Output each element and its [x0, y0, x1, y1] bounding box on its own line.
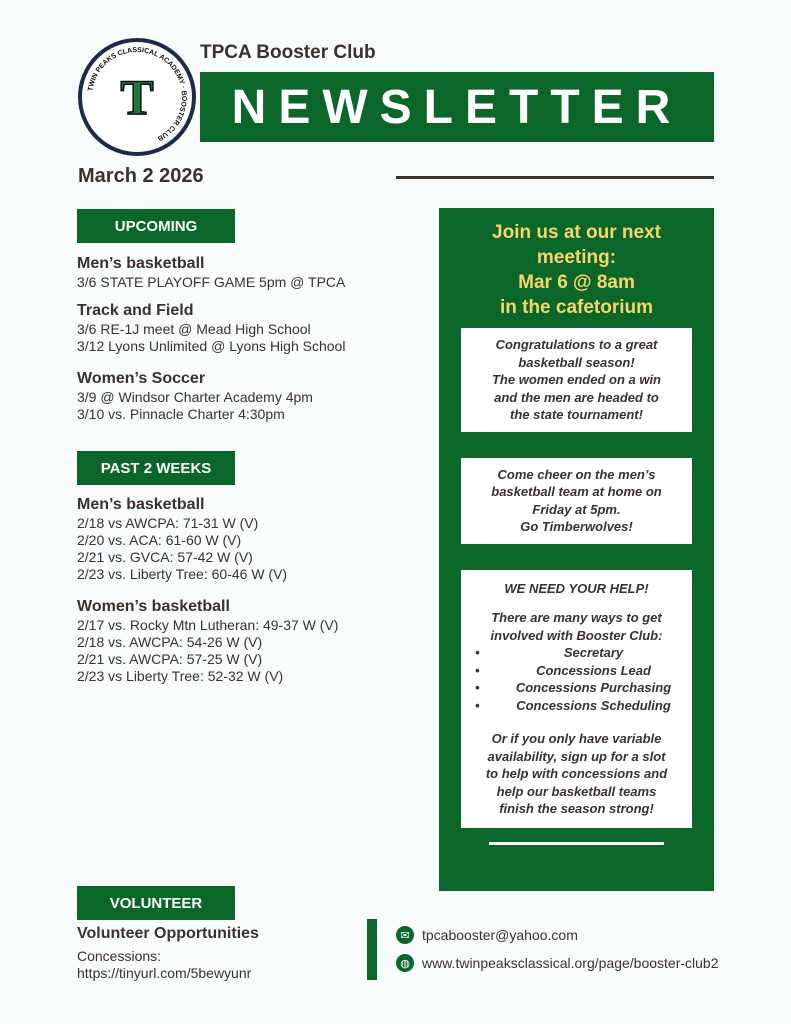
- globe-icon: ◍: [396, 954, 414, 972]
- past-tag: PAST 2 WEEKS: [77, 451, 235, 485]
- event: 3/6 RE-1J meet @ Mead High School: [77, 321, 311, 337]
- role: Concessions Scheduling: [516, 697, 671, 713]
- text: finish the season strong!: [499, 801, 654, 816]
- group-title: Women’s Soccer: [77, 370, 206, 387]
- bullet: •: [475, 645, 480, 660]
- text: in the cafetorium: [499, 297, 654, 318]
- result: 2/20 vs. ACA: 61-60 W (V): [77, 532, 242, 548]
- group-title: Men’s basketball: [77, 496, 205, 513]
- past-section: [77, 495, 338, 685]
- website-contact: [396, 954, 718, 972]
- issue-date: March 2 2026: [78, 165, 204, 187]
- help-card: [461, 570, 692, 828]
- bullet: •: [475, 697, 480, 713]
- role: Concessions Purchasing: [515, 680, 672, 695]
- panel-divider: [489, 842, 664, 845]
- help-heading: WE NEED YOUR HELP!: [504, 580, 649, 596]
- role-item: [465, 662, 688, 680]
- bullet: •: [475, 662, 480, 678]
- newsletter-banner: NEWSLETTER: [200, 72, 714, 142]
- meeting-panel: [439, 208, 714, 891]
- email-contact: [396, 926, 578, 944]
- text: Friday at 5pm.: [532, 501, 621, 517]
- text: basketball season!: [518, 354, 635, 370]
- svg-text:TWIN PEAKS CLASSICAL ACADEMY ·: TWIN PEAKS CLASSICAL ACADEMY · BOOSTER CLUB: [87, 46, 188, 142]
- text: help our basketball teams: [496, 783, 657, 799]
- event: 3/9 @ Windsor Charter Academy 4pm: [77, 389, 313, 405]
- text: Go Timberwolves!: [520, 519, 633, 534]
- envelope-icon: ✉: [396, 926, 414, 944]
- event: 3/10 vs. Pinnacle Charter 4:30pm: [77, 406, 285, 422]
- role: Concessions Lead: [536, 662, 651, 678]
- text: There are many ways to get: [491, 610, 662, 625]
- cheer-card: [461, 458, 692, 544]
- divider: [396, 176, 714, 179]
- bullet: •: [475, 680, 480, 695]
- result: 2/17 vs. Rocky Mtn Lutheran: 49-37 W (V): [77, 617, 339, 633]
- event: 3/6 STATE PLAYOFF GAME 5pm @ TPCA: [77, 274, 346, 290]
- logo-letter: T: [120, 69, 154, 125]
- text: Come cheer on the men’s: [497, 466, 656, 482]
- result: 2/21 vs. GVCA: 57-42 W (V): [77, 549, 253, 565]
- text: meeting:: [536, 247, 617, 268]
- result: 2/21 vs. AWCPA: 57-25 W (V): [77, 651, 263, 667]
- concessions-link[interactable]: https://tinyurl.com/5bewyunr: [77, 965, 252, 981]
- volunteer-title: Volunteer Opportunities: [77, 925, 259, 942]
- group-title: Track and Field: [77, 302, 194, 319]
- concessions-label: Concessions:: [77, 948, 162, 964]
- upcoming-tag: UPCOMING: [77, 209, 235, 243]
- text: The women ended on a win: [491, 372, 661, 387]
- email-text[interactable]: tpcabooster@yahoo.com: [422, 927, 578, 943]
- booster-club-logo: [78, 38, 196, 156]
- result: 2/18 vs. AWCPA: 54-26 W (V): [77, 634, 263, 650]
- role-item: [465, 679, 688, 697]
- text: involved with Booster Club:: [490, 627, 663, 643]
- role-item: [465, 644, 688, 662]
- meeting-announcement: [461, 220, 692, 320]
- text: basketball team at home on: [491, 484, 662, 499]
- event: 3/12 Lyons Unlimited @ Lyons High School: [77, 338, 346, 354]
- text: to help with concessions and: [485, 766, 668, 781]
- congrats-card: [461, 328, 692, 432]
- upcoming-section: [77, 254, 345, 423]
- volunteer-section: [77, 924, 259, 982]
- volunteer-tag: VOLUNTEER: [77, 886, 235, 920]
- group-title: Men’s basketball: [77, 255, 205, 272]
- group-title: Women’s basketball: [77, 598, 230, 615]
- text: Or if you only have variable: [491, 731, 662, 746]
- text: Mar 6 @ 8am: [518, 272, 635, 293]
- role-item: [465, 697, 688, 715]
- contact-accent-bar: [367, 919, 377, 980]
- website-link[interactable]: www.twinpeaksclassical.org/page/booster-club2: [422, 955, 719, 971]
- text: and the men are headed to: [494, 389, 659, 405]
- role: Secretary: [563, 645, 624, 660]
- result: 2/23 vs Liberty Tree: 52-32 W (V): [77, 668, 284, 684]
- text: the state tournament!: [510, 407, 643, 422]
- text: Join us at our next: [492, 222, 661, 243]
- text: Congratulations to a great: [495, 337, 658, 352]
- result: 2/23 vs. Liberty Tree: 60-46 W (V): [77, 566, 288, 582]
- club-name: TPCA Booster Club: [200, 42, 376, 63]
- text: availability, sign up for a slot: [487, 748, 666, 764]
- result: 2/18 vs AWCPA: 71-31 W (V): [77, 515, 259, 531]
